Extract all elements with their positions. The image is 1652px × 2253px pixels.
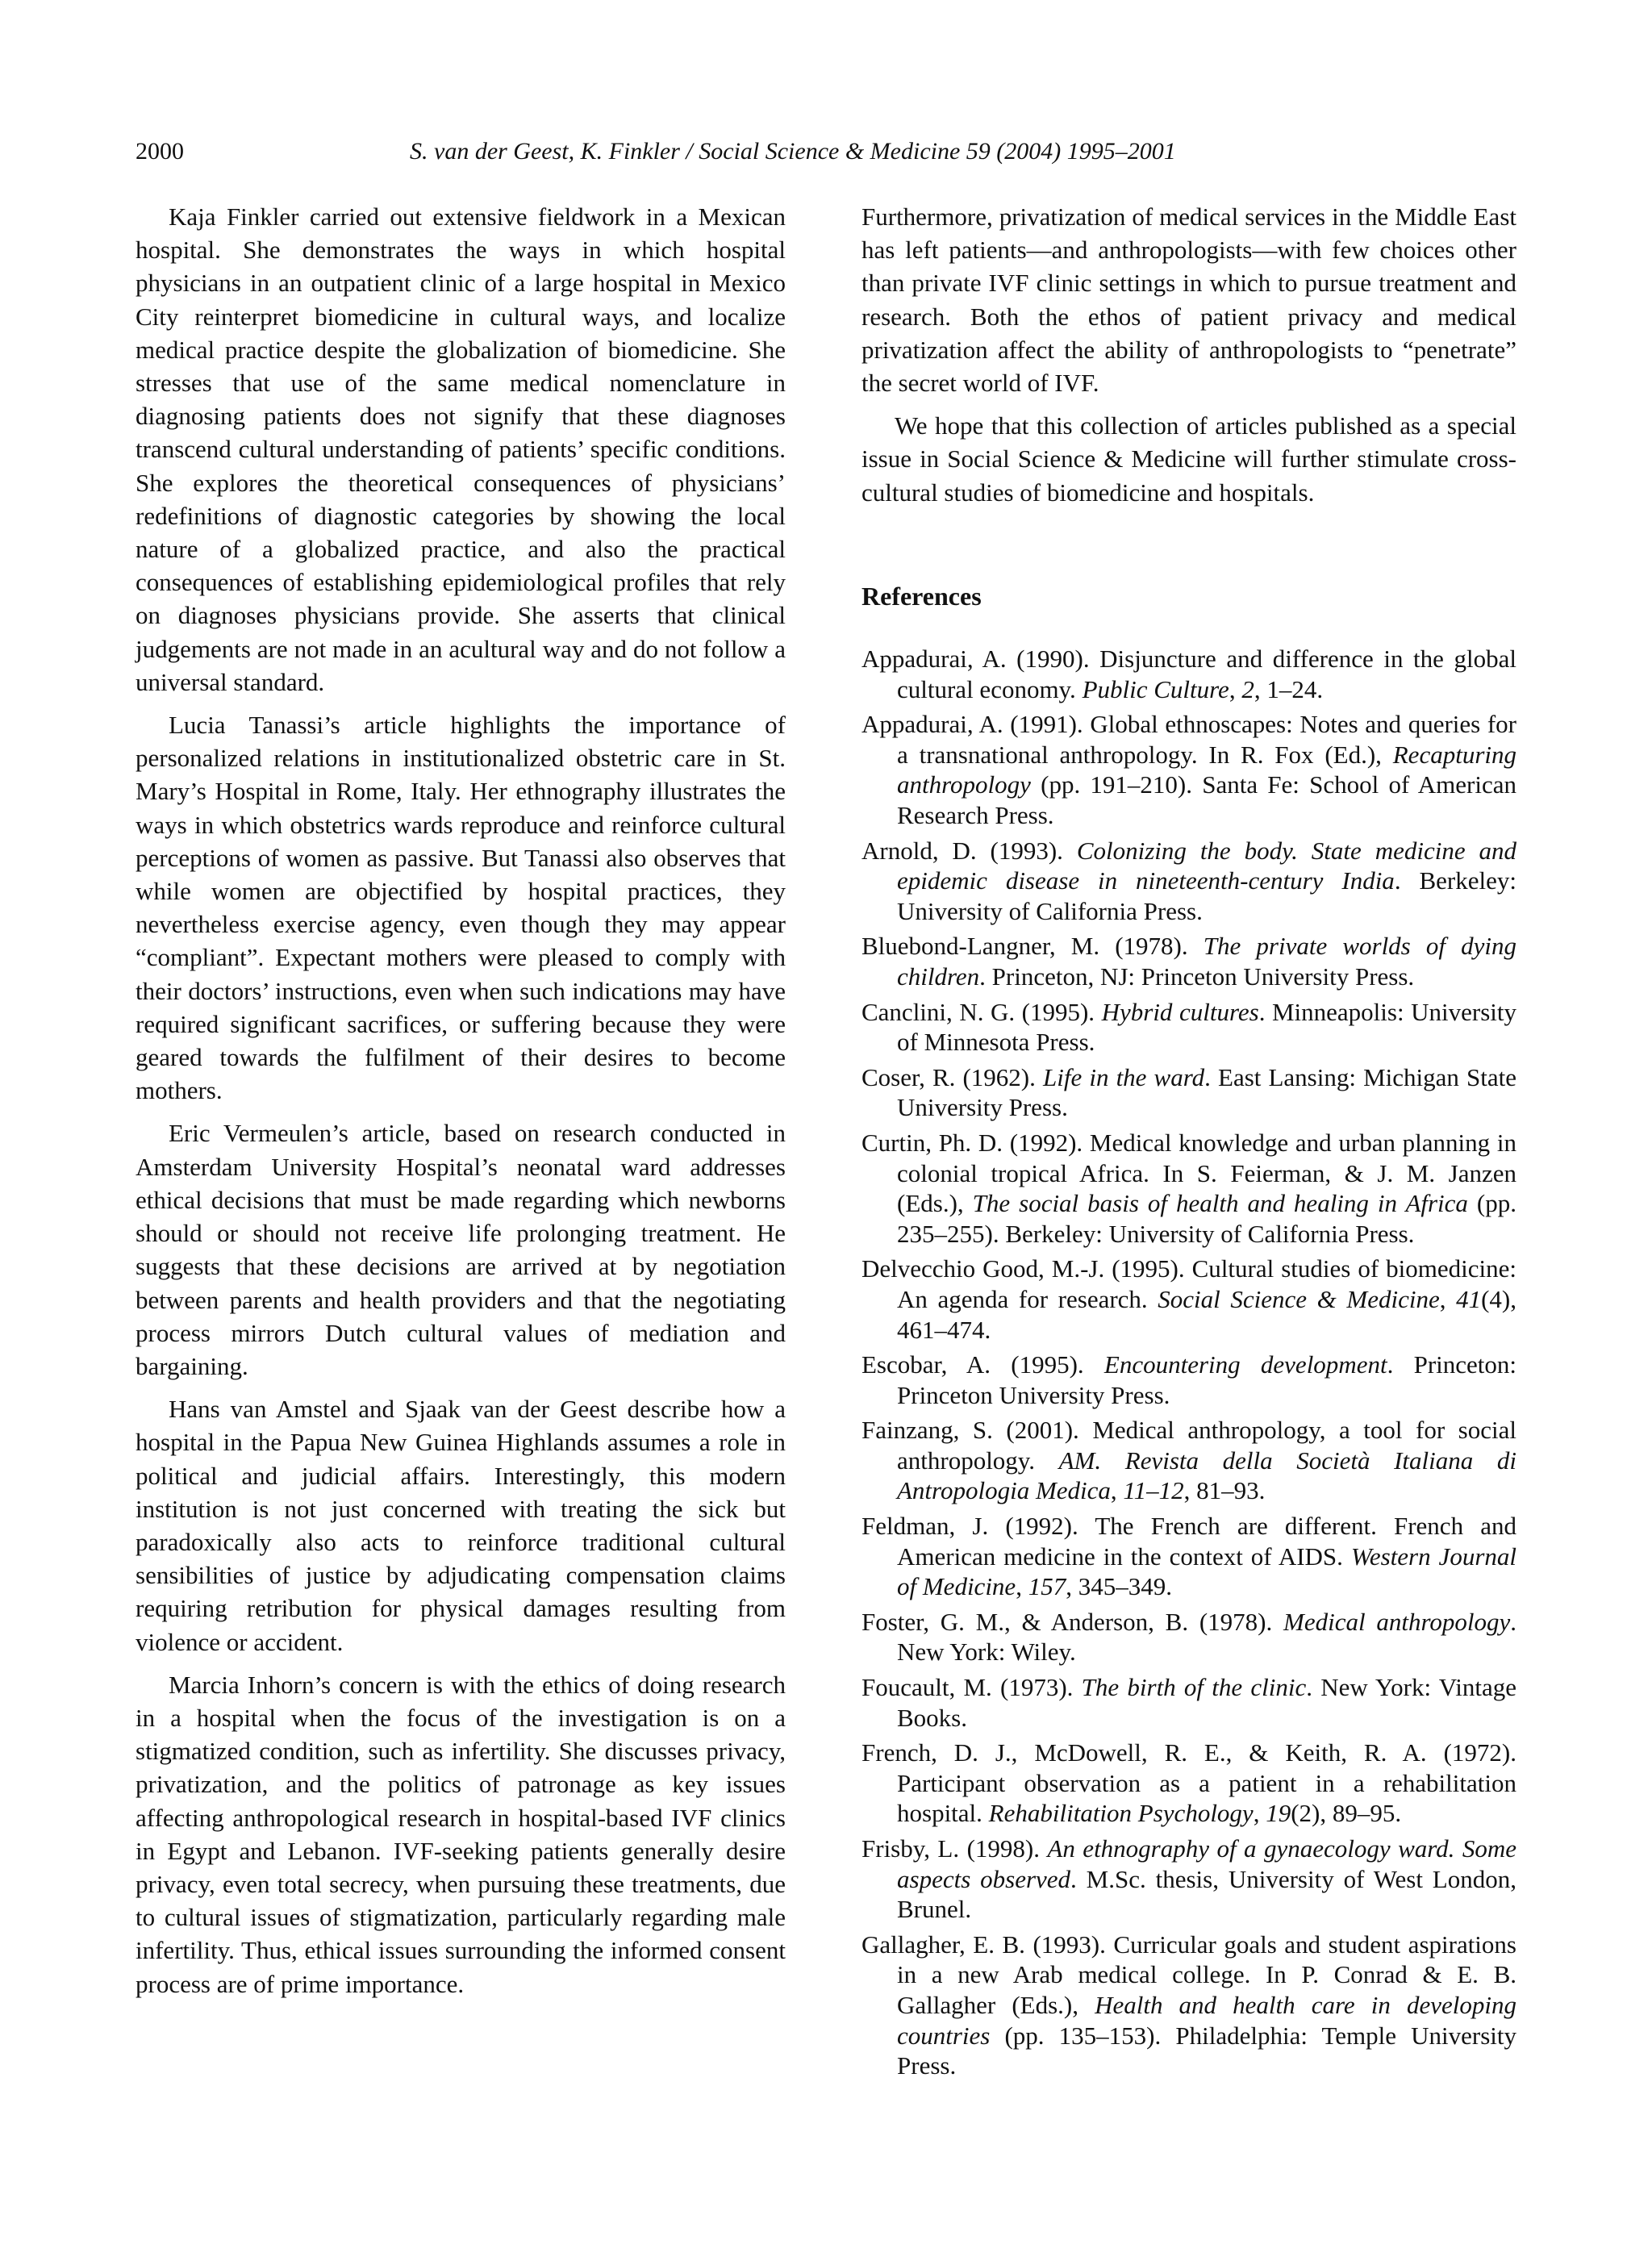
reference-italic-part: Rehabilitation Psychology <box>988 1799 1254 1828</box>
reference-entry <box>861 1672 1516 1733</box>
right-column <box>861 200 1516 2086</box>
body-paragraph: Marcia Inhorn’s concern is with the ethics of doing research in a hospital when the focus of the investigation is on a stigmatized condition, such as infertility. She discusses privacy, privatization, and the politics of patronage as key issues affecting anthropological research in hospital-based IVF clinics in Egypt and Lebanon. IVF-seeking patients generally desire privacy, even total secrecy, when pursuing these treatments, due to cultural issues of stigmatization, particularly regarding male infertility. Thus, ethical issues surrounding the informed consent process are of prime importance. <box>136 1670 786 1998</box>
reference-text-part: , 1–24. <box>1254 674 1324 703</box>
reference-text-part: Frisby, L. (1998). <box>861 1834 1048 1863</box>
reference-entry <box>861 1930 1516 2081</box>
reference-entry <box>861 1128 1516 1249</box>
reference-entry <box>861 1834 1516 1925</box>
reference-italic-part: Western Journal of Medicine <box>897 1542 1516 1601</box>
reference-entry <box>861 997 1516 1058</box>
reference-entry <box>861 931 1516 991</box>
reference-italic-part: The birth of the clinic <box>1081 1673 1307 1702</box>
reference-text-part: Canclini, N. G. (1995). <box>861 997 1102 1026</box>
reference-text-part: Appadurai, A. (1990). Disjuncture and difference in the global cultural economy. <box>861 645 1516 703</box>
reference-text-part: , <box>1110 1476 1124 1505</box>
reference-italic-part: Hybrid cultures <box>1101 997 1259 1026</box>
reference-entry <box>861 709 1516 830</box>
reference-text-part: Escobar, A. (1995). <box>861 1350 1104 1379</box>
references-heading: References <box>861 581 982 611</box>
reference-text-part: Arnold, D. (1993). <box>861 836 1077 865</box>
reference-text-part: , <box>1016 1572 1028 1601</box>
reference-entry <box>861 644 1516 704</box>
reference-text-part: , <box>1229 674 1242 703</box>
reference-text-part: . New York: Vintage Books. <box>897 1673 1516 1732</box>
reference-text-part: Bluebond-Langner, M. (1978). <box>861 932 1204 961</box>
reference-italic-part: Public Culture <box>1082 674 1229 703</box>
reference-list <box>861 644 1516 2081</box>
reference-italic-part: Medical anthropology <box>1283 1607 1511 1636</box>
reference-text-part: , 345–349. <box>1066 1572 1172 1601</box>
reference-text-part: . New York: Wiley. <box>897 1607 1516 1667</box>
page-header <box>136 136 1516 168</box>
reference-text-part: Fainzang, S. (2001). Medical anthropology, a tool for social anthropology. <box>861 1416 1516 1475</box>
reference-text-part: (4), 461–474. <box>897 1284 1517 1344</box>
reference-text-part: (pp. 191–210). Santa Fe: School of American Research Press. <box>897 770 1516 829</box>
reference-entry <box>861 1254 1516 1345</box>
page-number: 2000 <box>136 138 184 165</box>
body-paragraph: Eric Vermeulen’s article, based on research conducted in Amsterdam University Hospital’s neonatal ward addresses ethical decisions that must be made regarding which newborns should or should not receive life prolonging treatment. He suggests that these decisions are arrived at by negotiation between parents and health providers and that the negotiating process mirrors Dutch cultural values of mediation and bargaining. <box>136 1119 786 1380</box>
left-column <box>136 200 786 2001</box>
reference-text-part: Foster, G. M., & Anderson, B. (1978). <box>861 1607 1284 1636</box>
reference-text-part: Coser, R. (1962). <box>861 1062 1043 1091</box>
reference-text-part: (2), 89–95. <box>1291 1799 1402 1828</box>
reference-entry <box>861 836 1516 927</box>
body-paragraph: Hans van Amstel and Sjaak van der Geest describe how a hospital in the Papua New Guinea Highlands assumes a role in political and judicial affairs. Interestingly, this modern institution is not just concerned with treating the sick but paradoxically also acts to reinforce traditional cultural sensibilities of justice by adjudicating compensation claims requiring retribution for physical damages resulting from violence or accident. <box>136 1395 786 1656</box>
reference-italic-part: 11–12 <box>1123 1476 1184 1505</box>
reference-text-part: . East Lansing: Michigan State University Press. <box>897 1062 1516 1122</box>
reference-text-part: . Princeton: Princeton University Press. <box>897 1350 1516 1409</box>
reference-text-part: (pp. 135–153). Philadelphia: Temple University Press. <box>897 2021 1516 2080</box>
reference-entry <box>861 1350 1516 1410</box>
reference-text-part: . M.Sc. thesis, University of West London, Brunel. <box>897 1864 1516 1924</box>
reference-text-part: , <box>1439 1284 1457 1313</box>
reference-italic-part: Recapturing anthropology <box>897 740 1516 799</box>
reference-entry <box>861 1415 1516 1506</box>
reference-italic-part: Health and health care in developing countries <box>897 1990 1516 2050</box>
reference-italic-part: The social basis of health and healing in Africa <box>972 1189 1468 1218</box>
reference-text-part: , <box>1253 1799 1266 1828</box>
reference-text-part: Appadurai, A. (1991). Global ethnoscapes: Notes and queries for a transnational anthropology. In R. Fox (Ed.), <box>861 710 1516 769</box>
reference-entry <box>861 1607 1516 1667</box>
reference-entry <box>861 1738 1516 1829</box>
reference-text-part: Curtin, Ph. D. (1992). Medical knowledge and urban planning in colonial tropical Africa. In S. Feierman, & J. M. Janzen (Eds.), <box>861 1128 1516 1218</box>
reference-entry <box>861 1511 1516 1602</box>
reference-text-part: , 81–93. <box>1183 1476 1266 1505</box>
reference-text-part: French, D. J., McDowell, R. E., & Keith, R. A. (1972). Participant observation as a patient in a rehabilitation hospital. <box>861 1738 1516 1828</box>
reference-entry <box>861 1062 1516 1123</box>
reference-text-part: . Princeton, NJ: Princeton University Press. <box>979 962 1415 991</box>
reference-italic-part: 2 <box>1241 674 1254 703</box>
reference-italic-part: 41 <box>1456 1284 1482 1313</box>
running-head: S. van der Geest, K. Finkler / Social Science & Medicine 59 (2004) 1995–2001 <box>410 138 1176 165</box>
reference-italic-part: Colonizing the body. State medicine and epidemic disease in nineteenth-century India <box>897 836 1516 895</box>
reference-text-part: Foucault, M. (1973). <box>861 1673 1082 1702</box>
closing-paragraph: We hope that this collection of articles published as a special issue in Social Science & Medicine will further stimulate cross-cultural studies of biomedicine and hospitals. <box>861 411 1516 507</box>
reference-italic-part: Life in the ward <box>1043 1062 1205 1091</box>
reference-text-part: . Berkeley: University of California Press. <box>897 866 1516 925</box>
reference-text-part: Feldman, J. (1992). The French are different. French and American medicine in the context of AIDS. <box>861 1512 1516 1571</box>
reference-text-part: Gallagher, E. B. (1993). Curricular goals and student aspirations in a new Arab medical college. In P. Conrad & E. B. Gallagher (Eds.), <box>861 1930 1516 2019</box>
reference-italic-part: AM. Revista della Società Italiana di Antropologia Medica <box>897 1446 1517 1505</box>
reference-italic-part: Encountering development <box>1103 1350 1387 1379</box>
reference-text-part: Delvecchio Good, M.-J. (1995). Cultural studies of biomedicine: An agenda for research. <box>861 1254 1516 1313</box>
reference-italic-part: Social Science & Medicine <box>1158 1284 1440 1313</box>
reference-italic-part: 19 <box>1266 1799 1291 1828</box>
reference-italic-part: 157 <box>1028 1572 1066 1601</box>
body-paragraph: Kaja Finkler carried out extensive fieldwork in a Mexican hospital. She demonstrates the ways in which hospital physicians in an outpatient clinic of a large hospital in Mexico City reinterpret biomedicine in cultural ways, and localize medical practice despite the globalization of biomedicine. She stresses that use of the same medical nomenclature in diagnosing patients does not signify that these diagnoses transcend cultural understanding of patients’ specific conditions. She explores the theoretical consequences of physicians’ redefinitions of diagnostic categories by showing the local nature of a globalized practice, and also the practical consequences of establishing epidemiological profiles that rely on diagnoses physicians provide. She asserts that clinical judgements are not made in an acultural way and do not follow a universal standard. <box>136 202 786 696</box>
reference-text-part: (pp. 235–255). Berkeley: University of California Press. <box>897 1189 1516 1248</box>
body-paragraph: Lucia Tanassi’s article highlights the importance of personalized relations in institutionalized obstetric care in St. Mary’s Hospital in Rome, Italy. Her ethnography illustrates the ways in which obstetrics wards reproduce and reinforce cultural perceptions of women as passive. But Tanassi also observes that while women are objectified by hospital practices, they nevertheless exercise agency, even though they may appear “compliant”. Expectant mothers were pleased to comply with their doctors’ instructions, even when such indications may have required significant sacrifices, or suffering because they were geared towards the fulfilment of their desires to become mothers. <box>136 711 786 1105</box>
reference-italic-part: An ethnography of a gynaecology ward. Some aspects observed <box>897 1834 1517 1893</box>
reference-italic-part: The private worlds of dying children <box>897 932 1516 991</box>
continued-paragraph: Furthermore, privatization of medical services in the Middle East has left patients—and anthropologists—with few choices other than private IVF clinic settings in which to pursue treatment and research. Both the ethos of patient privacy and medical privatization affect the ability of anthropologists to “penetrate” the secret world of IVF. <box>861 202 1516 398</box>
reference-text-part: . Minneapolis: University of Minnesota Press. <box>897 997 1516 1057</box>
